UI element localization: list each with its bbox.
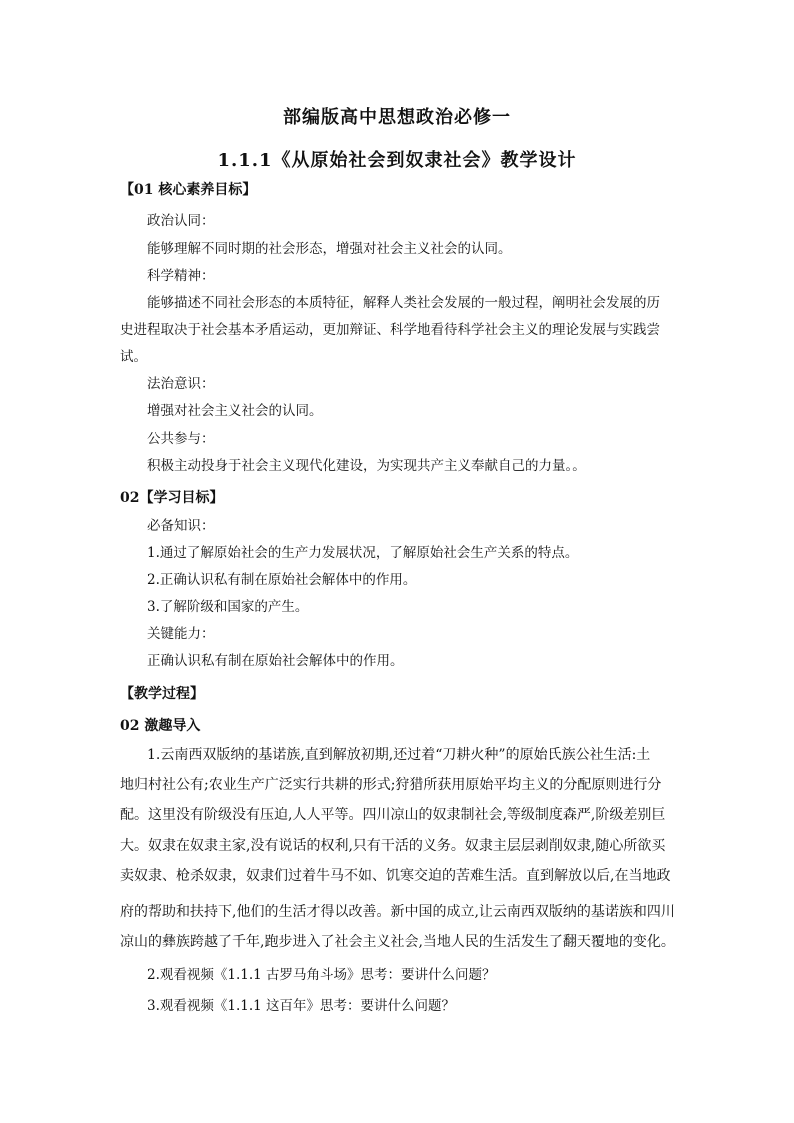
public-text: 积极主动投身于社会主义现代化建设，为实现共产主义奉献自己的力量。。: [147, 458, 586, 474]
science-text-line: 史进程取决于社会基本矛盾运动，更加辩证、科学地看待科学社会主义的理论发展与实践尝: [120, 322, 660, 338]
teaching-process-heading: 【教学过程】: [120, 686, 204, 702]
science-text-line: 能够描述不同社会形态的本质特征，解释人类社会发展的一般过程，阐明社会发展的历: [147, 295, 660, 311]
political-label: 政治认同：: [147, 213, 215, 229]
science-label: 科学精神：: [147, 268, 215, 284]
intro-paragraph-line: 大。奴隶在奴隶主家,没有说话的权利,只有干活的义务。奴隶主层层剥削奴隶,随心所欲买: [120, 838, 666, 854]
video-question: 3.观看视频《1.1.1 这百年》思考：要讲什么问题？: [147, 998, 456, 1014]
core-goals-heading: 【01 核心素养目标】: [120, 182, 257, 198]
video-question: 2.观看视频《1.1.1 古罗马角斗场》思考：要讲什么问题？: [147, 967, 496, 983]
public-label: 公共参与：: [147, 431, 215, 447]
ability-text: 正确认识私有制在原始社会解体中的作用。: [147, 653, 404, 669]
learning-item: 2.正确认识私有制在原始社会解体中的作用。: [147, 572, 417, 588]
learning-item: 1.通过了解原始社会的生产力发展状况，了解原始社会生产关系的特点。: [147, 545, 579, 561]
intro-paragraph-line: 1.云南西双版纳的基诺族,直到解放初期,还过着“刀耕火种”的原始氏族公社生活:土: [147, 747, 651, 763]
document-subtitle: 1.1.1《从原始社会到奴隶社会》教学设计: [217, 150, 577, 171]
ability-label: 关键能力：: [147, 626, 215, 642]
intro-paragraph-line: 卖奴隶、枪杀奴隶，奴隶们过着牛马不如、饥寒交迫的苦难生活。直到解放以后,在当地政: [120, 868, 671, 884]
law-label: 法治意识：: [147, 376, 215, 392]
science-text-line: 试。: [120, 349, 147, 365]
learning-item: 3.了解阶级和国家的产生。: [147, 599, 309, 615]
law-text: 增强对社会主义社会的认同。: [147, 403, 323, 419]
learning-goals-heading: 02【学习目标】: [120, 490, 224, 506]
knowledge-label: 必备知识：: [147, 518, 215, 534]
intro-paragraph-line: 地归村社公有;农业生产广泛实行共耕的形式;狩猎所获用原始平均主义的分配原则进行分: [120, 777, 662, 793]
intro-paragraph-line: 凉山的彝族跨越了千年,跑步进入了社会主义社会,当地人民的生活发生了翻天覆地的变化。: [120, 934, 675, 950]
political-text: 能够理解不同时期的社会形态，增强对社会主义社会的认同。: [147, 241, 512, 257]
document-title: 部编版高中思想政治必修一: [283, 107, 511, 128]
intro-paragraph-line: 府的帮助和扶持下,他们的生活才得以改善。新中国的成立,让云南西双版纳的基诺族和四川: [120, 904, 675, 920]
intro-heading: 02 激趣导入: [120, 718, 201, 734]
intro-paragraph-line: 配。这里没有阶级没有压迫,人人平等。四川凉山的奴隶制社会,等级制度森严,阶级差别巨: [120, 807, 666, 823]
